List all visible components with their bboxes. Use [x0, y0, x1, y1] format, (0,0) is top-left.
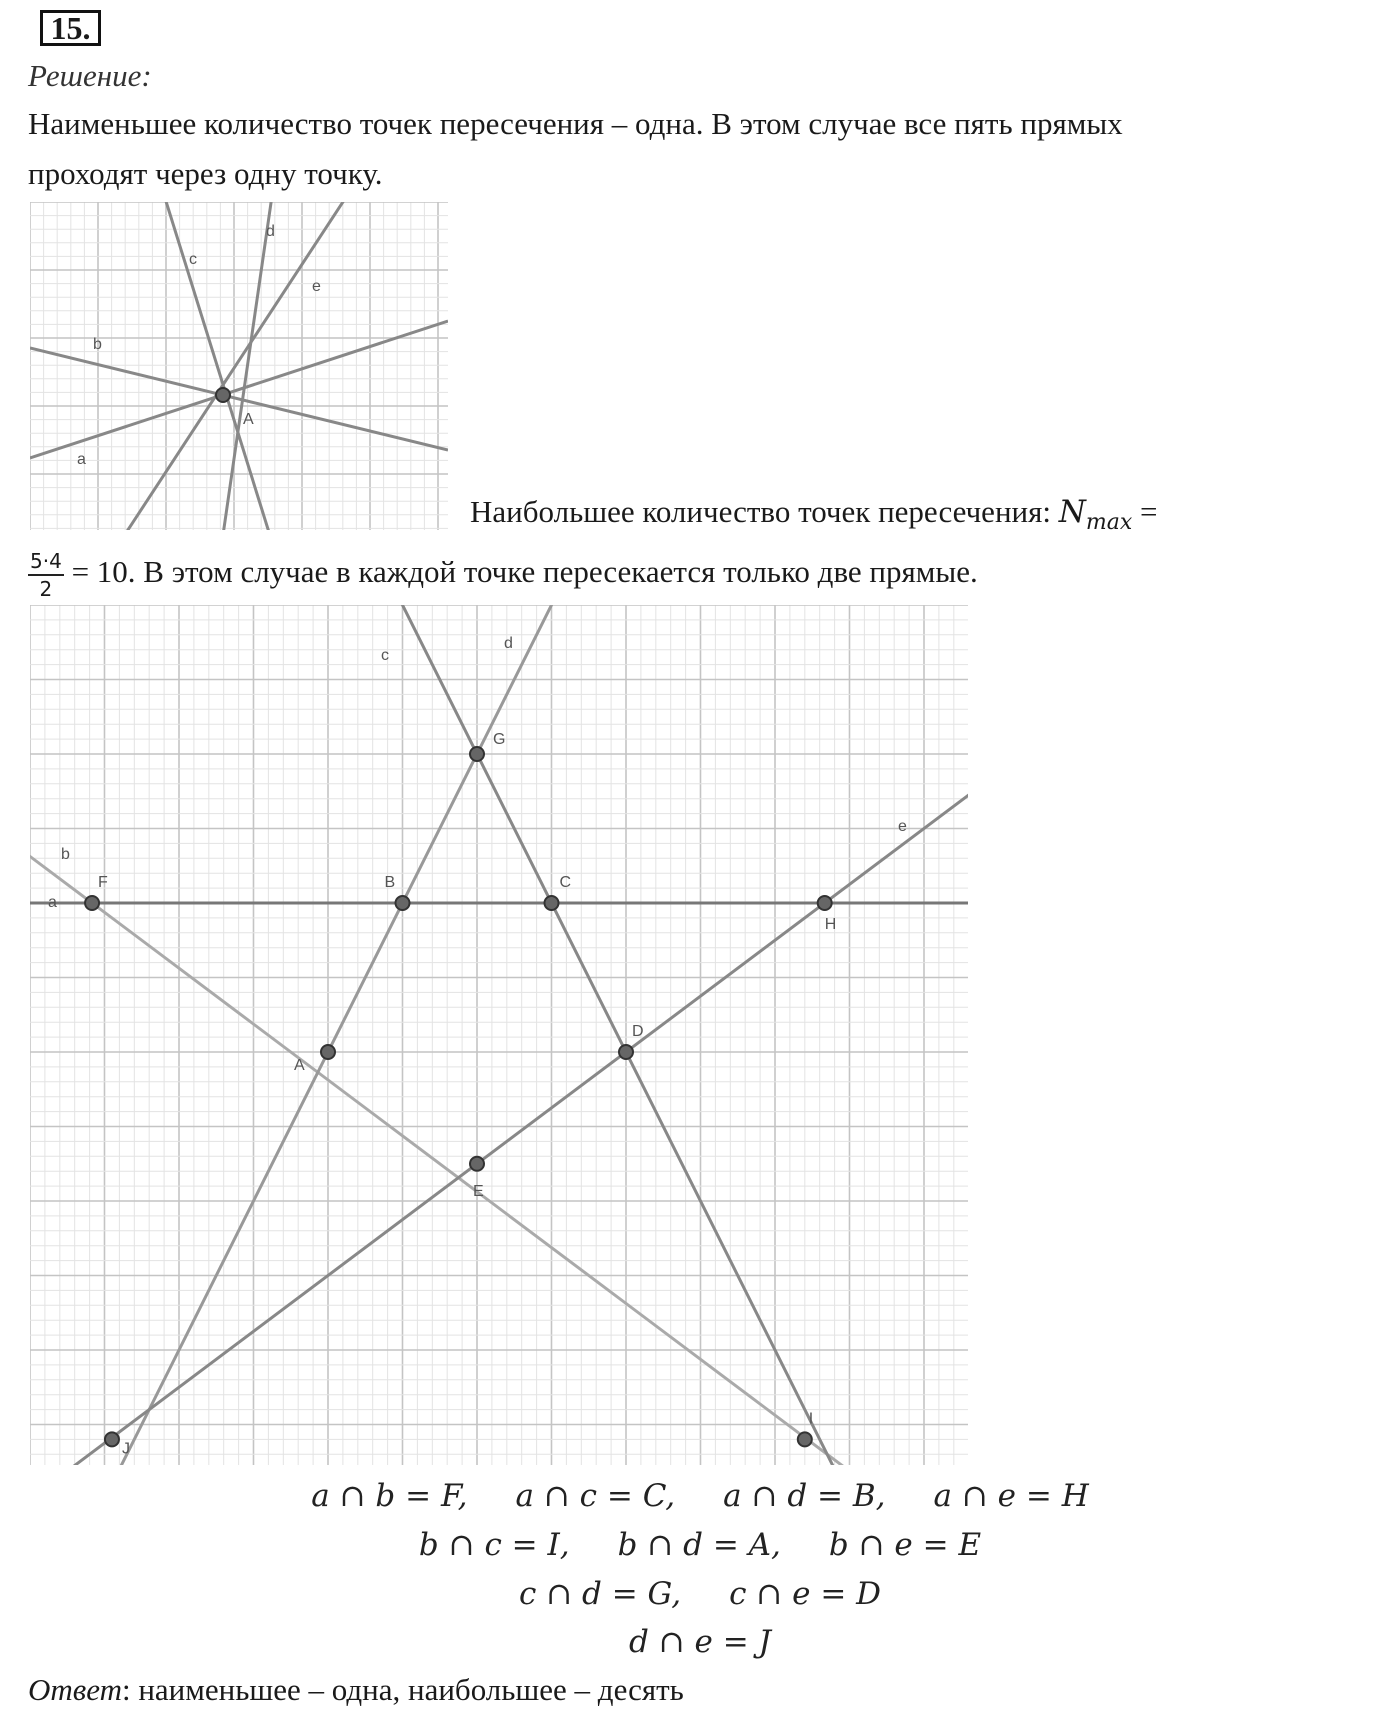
fig2-label-b: b — [61, 846, 70, 863]
equation: c ∩ d = G, — [518, 1576, 682, 1612]
fig2-label-B: B — [384, 874, 396, 891]
answer — [28, 1672, 684, 1708]
fig2-label-E: E — [473, 1182, 484, 1200]
figure1-grid — [30, 202, 448, 530]
fig2-label-H: H — [824, 916, 837, 933]
max-result-text: = 10. В этом случае в каждой точке пересекается только две прямые. — [63, 554, 978, 590]
equation: c ∩ e = D — [729, 1576, 882, 1612]
equation-line-3 — [0, 1576, 1400, 1612]
fig2-label-A: A — [294, 1057, 305, 1074]
fig1-label-e: e — [312, 278, 321, 295]
fig1-line-e — [120, 202, 356, 530]
equation: a ∩ e = H — [933, 1478, 1089, 1514]
fig2-label-J: J — [121, 1440, 130, 1458]
figure2-points — [85, 731, 836, 1457]
fig1-label-a: a — [77, 451, 86, 468]
max-text: Наибольшее количество точек пересечения: — [470, 494, 1059, 529]
fig2-point-B — [396, 896, 410, 910]
equation-line-4 — [0, 1624, 1400, 1660]
paragraph-min-line1: Наименьшее количество точек пересечения – одна. В этом случае все пять прямых — [28, 106, 1123, 141]
fig2-label-D: D — [632, 1023, 644, 1040]
paragraph-max-line1 — [470, 490, 1158, 545]
fig2-point-G — [470, 747, 484, 761]
fraction-numerator: 5·4 — [28, 548, 64, 576]
fig1-label-d: d — [266, 223, 275, 240]
nmax-symbol: N — [1058, 494, 1086, 530]
fig2-point-D — [619, 1045, 633, 1059]
fig2-label-e: e — [898, 818, 907, 835]
fig1-label-A: A — [243, 411, 254, 428]
fig1-label-b: b — [93, 336, 102, 353]
problem-number: 15. — [40, 10, 101, 46]
answer-label: Ответ — [28, 1672, 122, 1707]
fig2-point-A — [321, 1045, 335, 1059]
fig1-label-c: c — [189, 251, 197, 268]
equation: b ∩ c = I, — [418, 1527, 570, 1563]
fig2-label-d: d — [504, 635, 513, 652]
equation-line-2 — [0, 1527, 1400, 1563]
nmax-equals: = — [1132, 494, 1158, 529]
figure1-lines — [30, 202, 448, 530]
paragraph-min-line2: проходят через одну точку. — [28, 156, 383, 191]
fig2-point-C — [545, 896, 559, 910]
solution-heading: Решение: — [28, 58, 152, 93]
fig1-line-c — [160, 202, 272, 530]
fig2-label-C: C — [559, 874, 572, 891]
fig2-point-F — [85, 896, 99, 910]
equation: b ∩ e = E — [828, 1527, 982, 1563]
equation: d ∩ e = J — [629, 1624, 771, 1660]
paragraph-max-line2 — [28, 548, 978, 602]
fig2-label-c: c — [381, 647, 389, 664]
figure-concurrent-lines — [30, 202, 450, 530]
fraction — [28, 548, 64, 602]
fig2-label-F: F — [98, 874, 108, 891]
fig1-point-A — [216, 388, 230, 402]
fig2-point-J — [105, 1432, 119, 1446]
fig2-point-H — [818, 896, 832, 910]
equation-line-1 — [0, 1478, 1400, 1514]
fig2-point-E — [470, 1157, 484, 1171]
equation: b ∩ d = A, — [617, 1527, 781, 1563]
equation: a ∩ b = F, — [311, 1478, 468, 1514]
figure-general-lines — [30, 605, 970, 1465]
fig2-point-I — [798, 1432, 812, 1446]
fig2-label-G: G — [493, 731, 506, 748]
equation: a ∩ c = C, — [515, 1478, 676, 1514]
answer-text: : наименьшее – одна, наибольшее – десять — [121, 1672, 684, 1707]
fig2-label-a: a — [48, 894, 57, 911]
nmax-subscript: max — [1085, 510, 1133, 536]
fraction-denominator: 2 — [39, 577, 53, 601]
equation: a ∩ d = B, — [723, 1478, 886, 1514]
fig2-label-I: I — [808, 1410, 814, 1428]
